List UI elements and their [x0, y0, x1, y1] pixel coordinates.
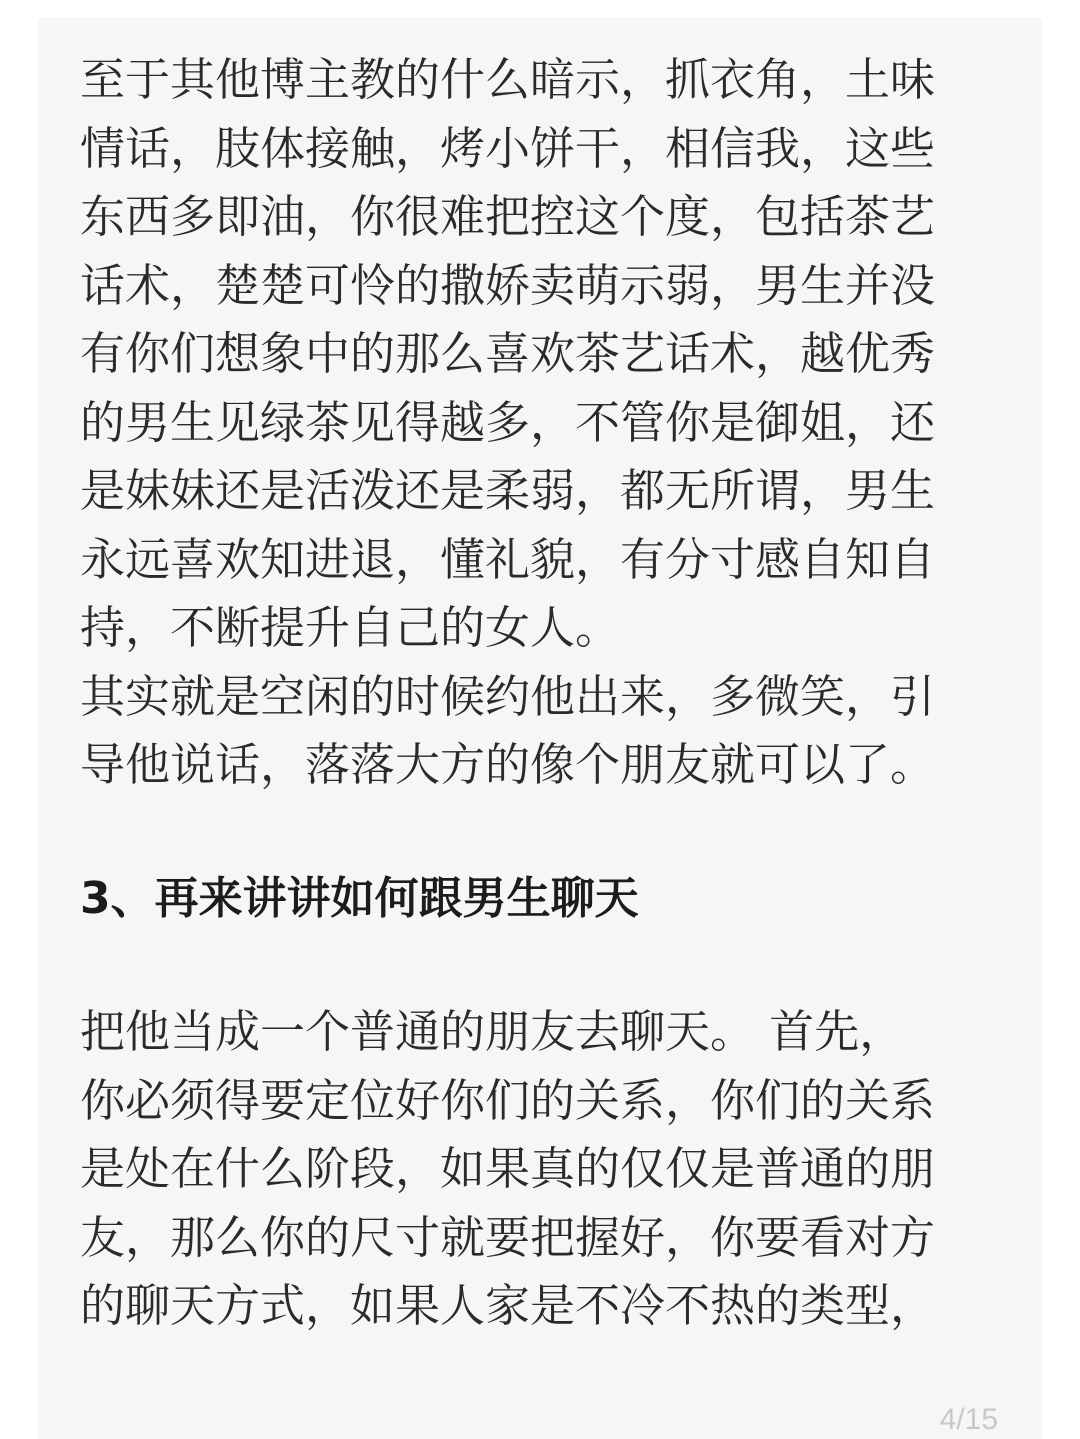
- text-line: 持，不断提升自己的女人。: [80, 601, 621, 654]
- text-line: 的男生见绿茶见得越多，不管你是御姐，还: [80, 395, 936, 449]
- top-edge: [38, 0, 1042, 19]
- paragraph-section-2: [80, 998, 992, 1341]
- text-line: 你必须得要定位好你们的关系，你们的关系: [80, 1073, 936, 1127]
- text-line: 话术，楚楚可怜的撒娇卖萌示弱，男生并没: [80, 258, 936, 312]
- section-heading: 3、再来讲讲如何跟男生聊天: [80, 873, 639, 924]
- text-line: 至于其他博主教的什么暗示，抓衣角，土味: [80, 53, 936, 106]
- text-line: 导他说话，落落大方的像个朋友就可以了。: [80, 738, 936, 791]
- text-line: 友，那么你的尺寸就要把握好，你要看对方: [80, 1210, 936, 1264]
- text-line: 东西多即油，你很难把控这个度，包括茶艺: [80, 190, 936, 243]
- text-line: 的聊天方式，如果人家是不冷不热的类型，: [80, 1279, 936, 1332]
- text-line: 是妹妹还是活泼还是柔弱，都无所谓，男生: [80, 464, 936, 517]
- text-line: 永远喜欢知进退，懂礼貌，有分寸感自知自: [80, 532, 936, 586]
- paragraph-section-1: [80, 46, 992, 800]
- text-line: 有你们想象中的那么喜欢茶艺话术，越优秀: [80, 327, 936, 380]
- text-line: 把他当成一个普通的朋友去聊天。 首先，: [80, 1005, 905, 1058]
- text-line: 情话，肢体接触，烤小饼干，相信我，这些: [80, 121, 936, 175]
- text-line: 其实就是空闲的时候约他出来，多微笑，引: [80, 669, 936, 723]
- text-line: 是处在什么阶段，如果真的仅仅是普通的朋: [80, 1142, 936, 1195]
- page-indicator: 4/15: [939, 1403, 998, 1436]
